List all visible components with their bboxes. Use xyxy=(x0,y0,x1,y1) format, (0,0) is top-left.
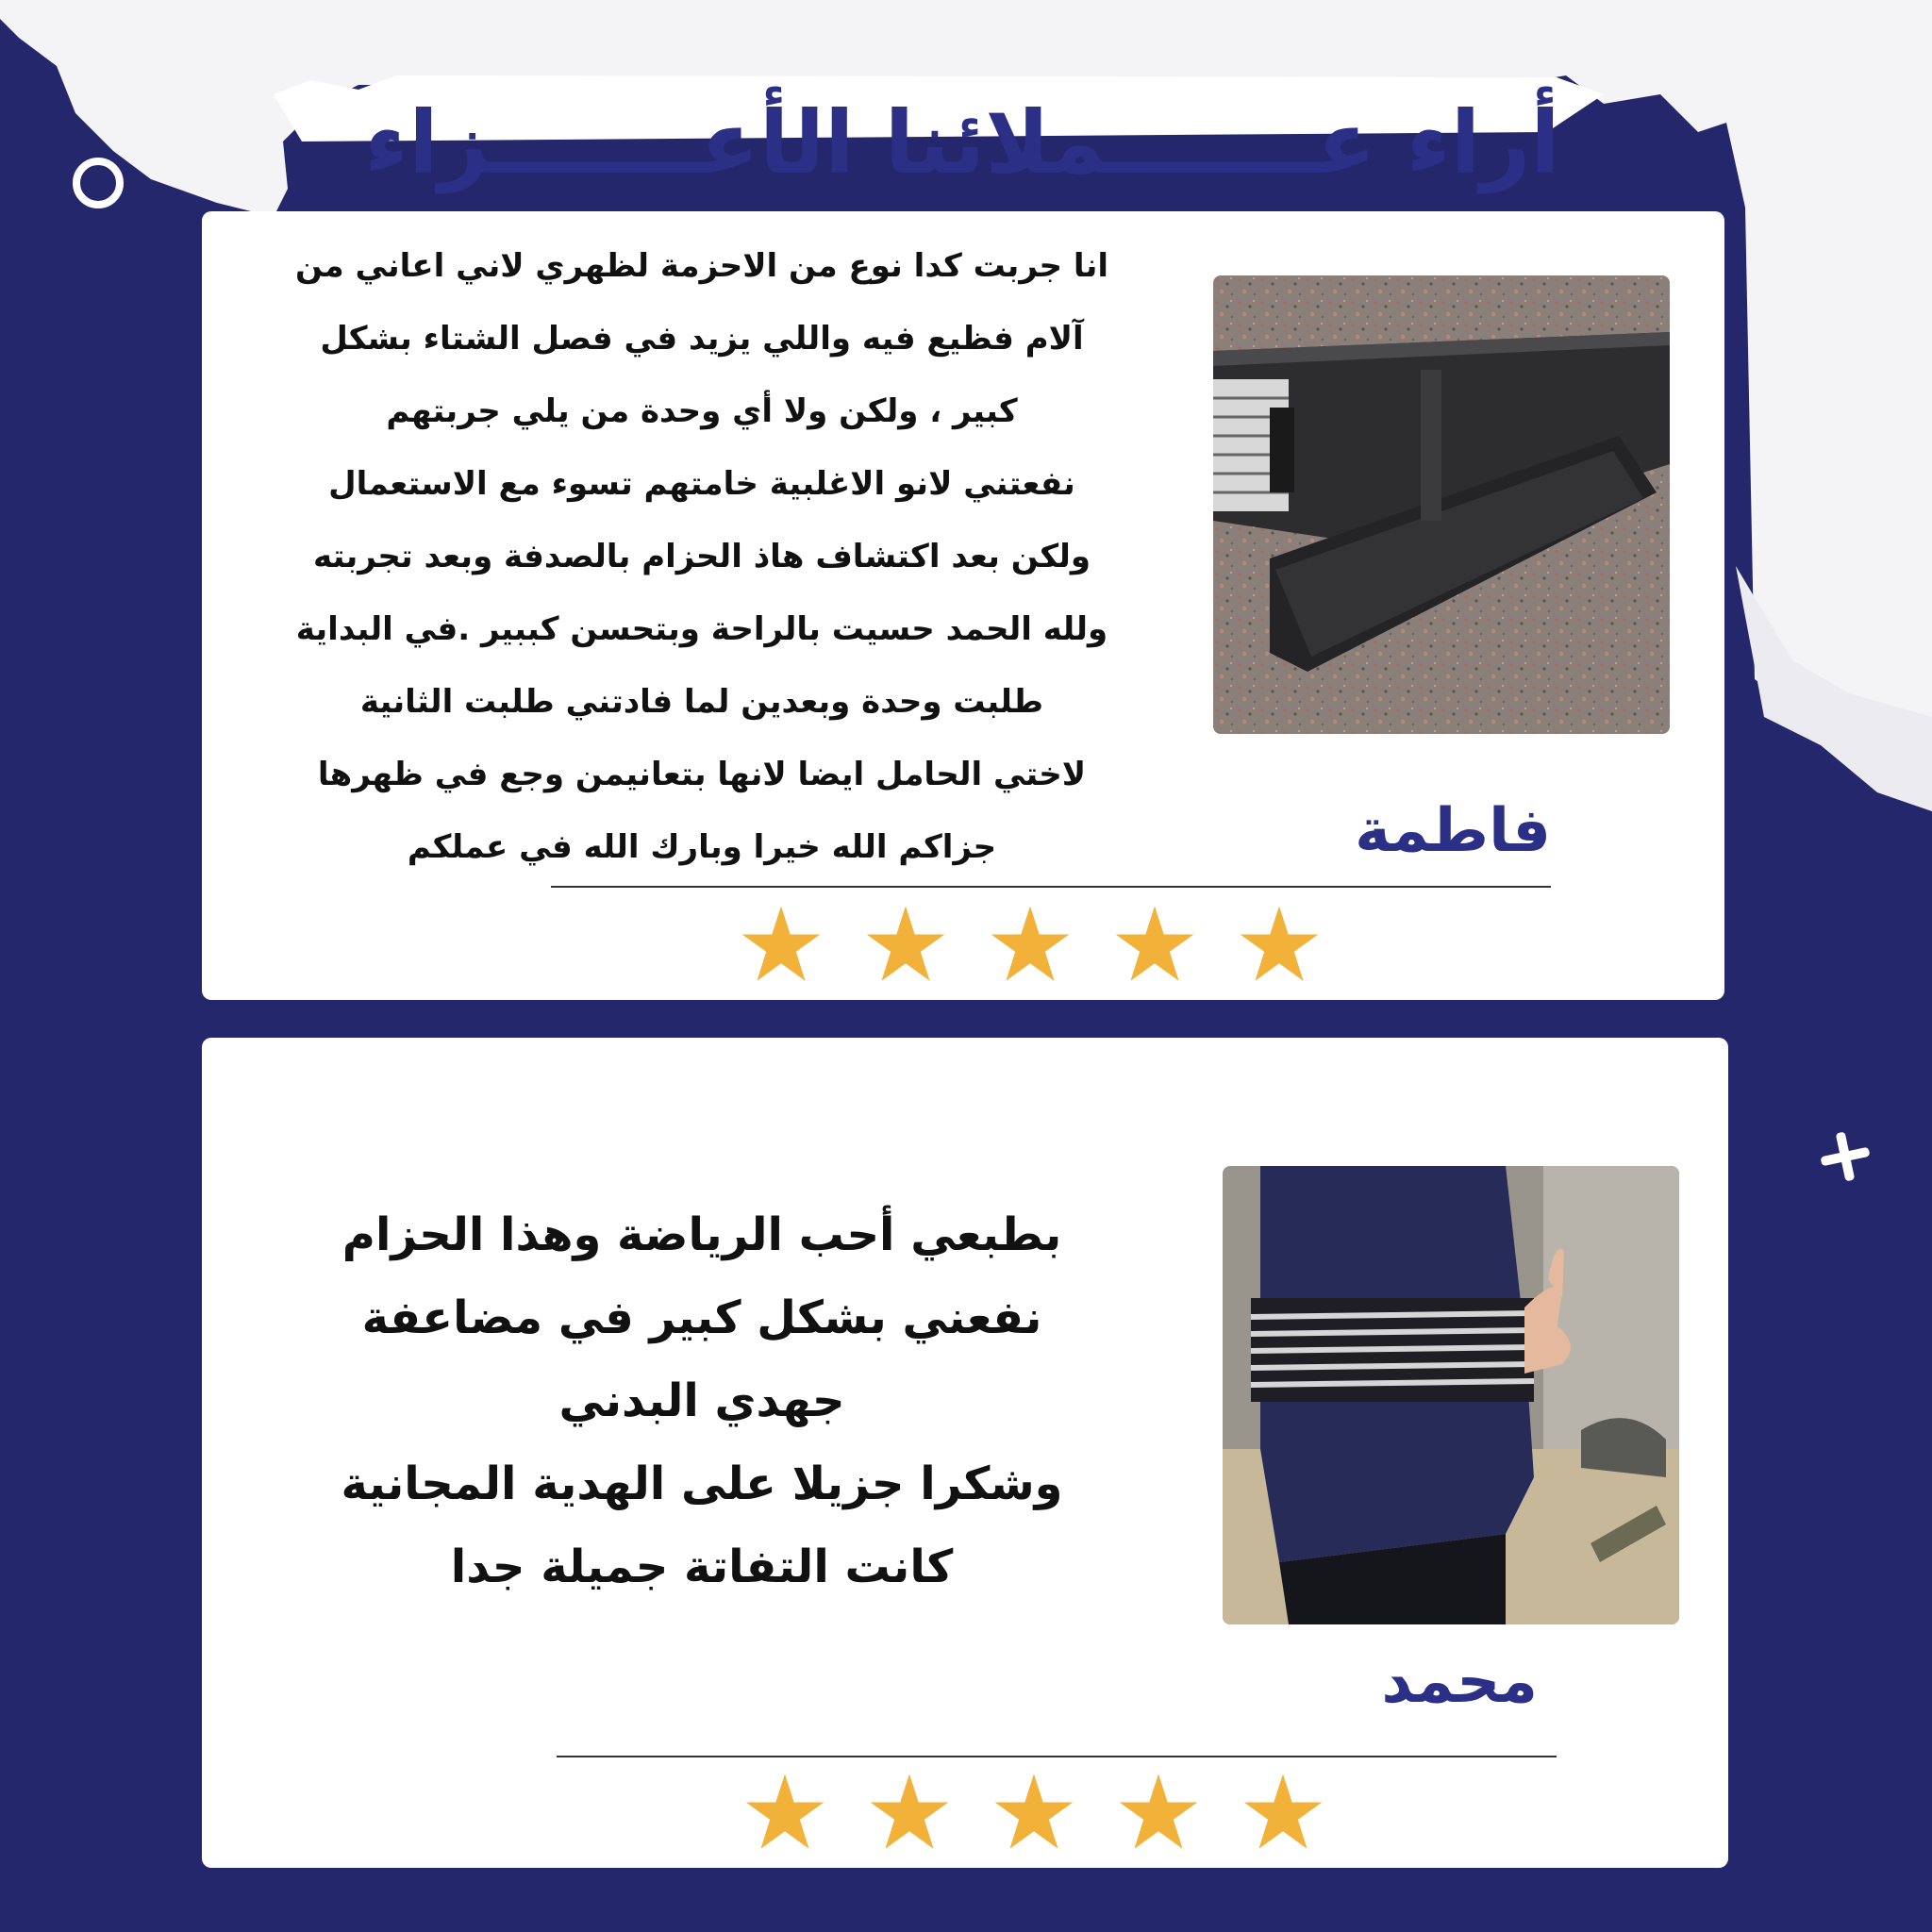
divider xyxy=(551,886,1551,888)
star-icon xyxy=(864,903,947,986)
review-line: كانت التفاتة جميلة جدا xyxy=(450,1541,954,1593)
reviewer-name: محمد xyxy=(1381,1647,1538,1717)
person-wearing-belt-photo xyxy=(1223,1166,1679,1624)
star-icon xyxy=(1238,903,1321,986)
review-line: طلبت وحدة وبعدين لما فادتني طلبت الثانية xyxy=(359,683,1044,721)
review-line: ولله الحمد حسيت بالراحة وبتحسن كببير .في البداية xyxy=(295,610,1108,648)
star-icon xyxy=(1113,903,1196,986)
page-title: أراء عـــــــملائنا الأعـــــــزاء xyxy=(364,92,1560,193)
review-line: بطبعي أحب الرياضة وهذا الحزام xyxy=(341,1208,1062,1261)
review-line: آلام فظيع فيه واللي يزيد في فصل الشتاء بشكل xyxy=(320,320,1084,358)
review-line: انا جربت كدا نوع من الاحزمة لظهري لاني اعاني من xyxy=(294,247,1109,285)
review-card-fatima xyxy=(202,211,1724,1000)
belt-photo xyxy=(1213,275,1670,734)
star-icon xyxy=(868,1771,951,1854)
star-rating xyxy=(740,903,1321,986)
review-line: وشكرا جزيلا على الهدية المجانية xyxy=(341,1457,1063,1510)
star-icon xyxy=(989,903,1072,986)
star-icon xyxy=(740,903,823,986)
review-line: لاختي الحامل ايضا لانها بتعانيمن وجع في ظهرها xyxy=(317,756,1087,793)
reviewer-name: فاطمة xyxy=(1355,796,1551,866)
review-line: نفعتني لانو الاغلبية خامتهم تسوء مع الاستعمال xyxy=(328,465,1075,503)
divider xyxy=(557,1756,1557,1757)
review-line: جهدي البدني xyxy=(558,1374,845,1427)
star-icon xyxy=(1117,1771,1200,1854)
star-icon xyxy=(1241,1771,1324,1854)
review-line: جزاكم الله خيرا وبارك الله في عملكم xyxy=(407,828,997,866)
review-text xyxy=(230,230,1174,884)
star-icon xyxy=(743,1771,826,1854)
review-text xyxy=(315,1193,1089,1608)
decorative-plus-icon xyxy=(1816,1127,1874,1186)
review-line: نفعني بشكل كبير في مضاعفة xyxy=(361,1291,1042,1344)
star-rating xyxy=(743,1771,1324,1854)
review-line: ولكن بعد اكتشاف هاذ الحزام بالصدفة وبعد تجربته xyxy=(312,538,1091,575)
review-line: كبير ، ولكن ولا أي وحدة من يلي جربتهم xyxy=(386,392,1018,430)
star-icon xyxy=(992,1771,1075,1854)
decorative-circle-icon xyxy=(73,158,124,208)
review-card-mohamed xyxy=(202,1038,1728,1868)
